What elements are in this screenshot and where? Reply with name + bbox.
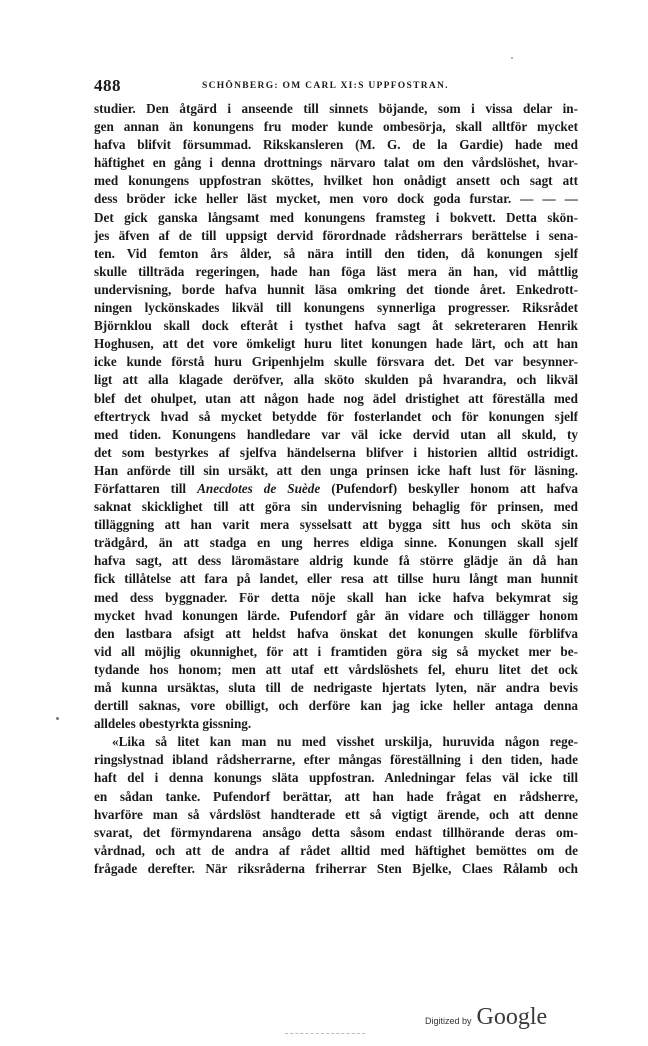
text-line: den lastbara afsigt att heldst hafva önskat det konungen skulle förblifva <box>94 625 578 641</box>
text-line: blef det ohulpet, utan att någon hade nog ädel dristighet att föreställa med <box>94 390 578 406</box>
text-line: Författaren till Anecdotes de Suède (Pufendorf) beskyller honom att hafva <box>94 480 578 496</box>
text-line: studier. Den åtgärd i anseende till sinnets böjande, som i vissa delar in- <box>94 101 578 116</box>
text-line: eftertryck hvad så mycket betydde för fosterlandet och för konungen sjelf <box>94 408 578 424</box>
page-number: 488 <box>94 76 121 95</box>
text-line: skulle tillträda regeringen, hade han föga läst mera än han, vid måttlig <box>94 263 578 279</box>
text-line: gen annan än konungens fru moder kunde ombesörja, skall alltför mycket <box>94 119 578 135</box>
text-line: ningen lyckönskades likväl till konungens synnerliga progresser. Riksrådet <box>94 300 578 316</box>
text-line: mycket hvad konungen lärde. Pufendorf går än vidare och tillägger honom <box>94 607 578 623</box>
scan-speck <box>511 57 513 59</box>
text-line: tydande hos honom; men att utaf ett vårdslöshets fel, ehuru litet det ock <box>94 661 578 677</box>
text-line-paragraph-start: «Lika så litet kan man nu med visshet urskilja, huruvida någon rege- <box>112 734 578 750</box>
text-line: hvarföre man så vårdslöst handterade ett så vigtigt ärende, och att denne <box>94 806 578 822</box>
text-line: må kunna ursäktas, sluta till de nedrigaste hjertats lyten, när andra bevis <box>94 680 578 695</box>
margin-mark <box>56 717 59 720</box>
text-line: det som bestyrkes af sjelfva händelserna blifver i historien alltid ostridigt. <box>94 444 578 460</box>
text-line: frågade derefter. När riksråderna friherrar Sten Bjelke, Claes Rålamb och <box>94 860 578 876</box>
scan-edge-mark <box>285 1033 365 1035</box>
text-line: med dess byggnader. För detta nöje skall han icke hafva bekymrat sig <box>94 589 578 605</box>
text-line: hafva blifvit försummad. Rikskansleren (M. G. de la Gardie) hade med <box>94 137 578 153</box>
text-line: haft del i denna konungs släta uppfostran. Anledningar felas väl icke till <box>94 770 578 786</box>
text-line: vårdnad, och att de andra af rådet alltid med häftighet bemöttes om de <box>94 842 578 858</box>
text-line: Det gick ganska långsamt med konungens framsteg i bokvett. Detta skön- <box>94 209 578 225</box>
body-text <box>94 100 578 878</box>
running-head: SCHÖNBERG: OM CARL XI:S UPPFOSTRAN. <box>202 81 449 91</box>
text-line: dess bröder icke heller läst mycket, men voro dock goda furstar. — — — <box>94 191 578 207</box>
text-line: med konungens uppfostran sköttes, hvilket hon onådigt ansett och sagt att <box>94 173 578 189</box>
text-line: ten. Vid femton års ålder, så nära intill den tiden, då konungen sjelf <box>94 245 578 261</box>
text-line: icke kunde förstå huru Gripenhjelm skulle försvara det. Det var besynner- <box>94 354 578 370</box>
digitized-watermark <box>425 1004 547 1034</box>
text-line: Han anförde till sin ursäkt, att den unga prinsen icke haft lust för läsning. <box>94 462 578 478</box>
text-line: svarat, det förmyndarena ansågo detta såsom endast tillhörande deras om- <box>94 824 578 840</box>
text-line: trädgård, än att stadga en ung herres eldiga sinne. Konungen skall sjelf <box>94 535 578 551</box>
book-title: Anecdotes de Suède <box>197 480 321 496</box>
text-line: häftighet en gång i denna drottnings närvaro talat om den vårdslöshet, hvar- <box>94 155 578 171</box>
text-line: med tiden. Konungens handledare var väl icke dervid utan all skuld, ty <box>94 426 578 442</box>
watermark-prefix: Digitized by <box>425 1016 472 1026</box>
text-line: vid all möjlig okunnighet, för att i framtiden göra sig så mycket mer be- <box>94 643 578 659</box>
text-line: dertill saknas, vore obilligt, och derföre kan jag icke heller antaga denna <box>94 698 578 714</box>
text-line: Björnklou skall dock efteråt i tysthet hafva sagt åt sekreteraren Henrik <box>94 318 578 334</box>
text-line: fick tillåtelse att fara på landet, eller resa att tillse huru långt man hunnit <box>94 571 578 587</box>
text-line: tilläggning att han varit mera sysselsatt att bygga sitt hus och sköta sin <box>94 517 578 533</box>
text-line: hafva sagt, att dess läromästare aldrig kunde få större glädje än då han <box>94 553 578 569</box>
text-line: en sådan tanke. Pufendorf berättar, att han hade frågat en rådsherre, <box>94 788 578 804</box>
text-line: saknat skicklighet till att göra sin undervisning behaglig för prinsen, med <box>94 499 578 515</box>
text-line: undervisning, borde hafva hunnit läsa omkring det tionde året. Enkedrott- <box>94 281 578 297</box>
text-line-paragraph-end: alldeles obestyrkta gissning. <box>94 716 252 732</box>
text-line: ringslystnad ibland rådsherrarne, efter mångas föreställning i den tiden, hade <box>94 752 578 768</box>
google-logo: Google <box>476 1004 548 1030</box>
text-line: Hoghusen, att det vore ömkeligt huru litet konungen hade lärt, och att han <box>94 336 578 352</box>
text-line: ligt att alla klagade deröfver, alla sköto skulden på hvarandra, och likväl <box>94 372 578 388</box>
page-header <box>94 76 584 96</box>
text-line: jes äfven af de till uppsigt dervid förordnade rådsherrars berättelse i sena- <box>94 227 578 243</box>
